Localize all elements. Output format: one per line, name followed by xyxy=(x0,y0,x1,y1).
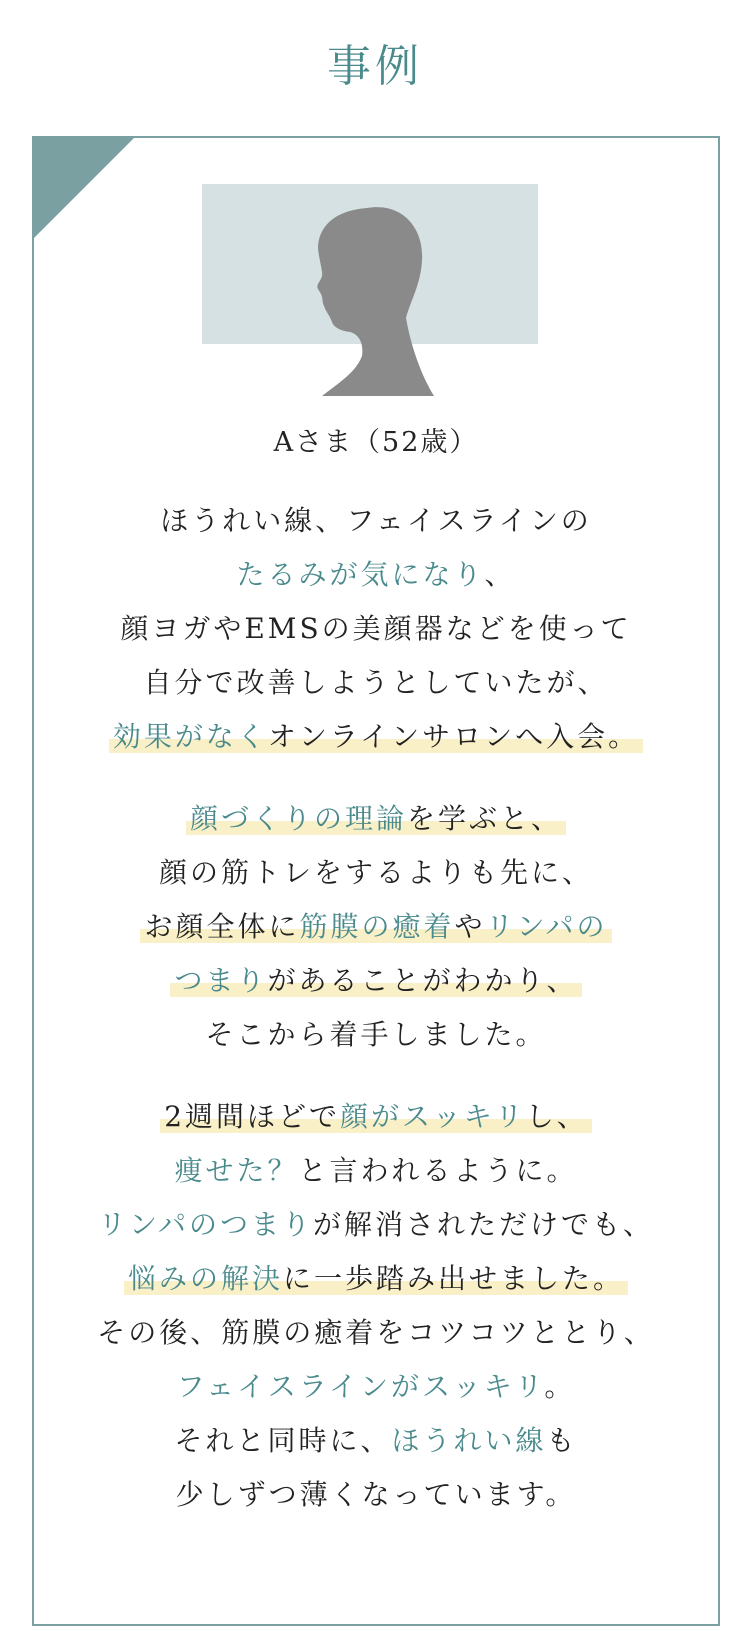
line-text xyxy=(97,1316,654,1349)
text-line xyxy=(34,1198,718,1252)
emphasis-text: リンパの xyxy=(485,910,608,943)
body-text: 少しずつ薄くなっています。 xyxy=(175,1478,577,1511)
emphasis-text: 痩せた？ xyxy=(174,1154,299,1187)
line-text xyxy=(176,1478,577,1511)
highlighted-line xyxy=(140,910,611,943)
highlighted-line xyxy=(170,964,581,997)
emphasis-text: つまり xyxy=(174,964,268,997)
body-text: その後、筋膜の癒着をコツコツととり、 xyxy=(97,1316,655,1349)
line-text xyxy=(120,612,631,645)
text-line xyxy=(34,1090,718,1144)
text-line xyxy=(34,1306,718,1360)
line-text xyxy=(236,558,515,591)
body-text: 顔ヨガやEMSの美顔器などを使って xyxy=(120,612,632,645)
body-text: それと同時に、 xyxy=(174,1424,392,1457)
customer-name: Aさま（52歳） xyxy=(273,427,479,458)
emphasis-text: 顔づくりの理論 xyxy=(189,802,407,835)
line-text xyxy=(174,1154,577,1187)
emphasis-text: リンパのつまり xyxy=(97,1208,314,1241)
body-text: 自分で改善しようとしていたが、 xyxy=(143,666,609,699)
body-text: オンラインサロンへ入会。 xyxy=(267,720,640,753)
text-line xyxy=(34,900,718,954)
corner-decoration xyxy=(32,136,136,240)
case-paragraph-2 xyxy=(34,792,718,1062)
emphasis-text: フェイスラインがスッキリ xyxy=(176,1370,545,1403)
text-line xyxy=(34,710,718,764)
text-line xyxy=(34,954,718,1008)
body-text: 、 xyxy=(484,558,516,591)
text-line xyxy=(34,548,718,602)
highlighted-line xyxy=(160,1100,592,1133)
highlighted-line xyxy=(124,1262,628,1295)
body-text: と言われるように。 xyxy=(298,1154,578,1187)
emphasis-text: 筋膜の癒着 xyxy=(299,910,455,943)
body-text: そこから着手しました。 xyxy=(205,1018,547,1051)
body-text: お顔全体に xyxy=(144,910,300,943)
line-text xyxy=(98,1208,654,1241)
text-line xyxy=(34,656,718,710)
body-text: や xyxy=(454,910,486,943)
case-paragraph-1 xyxy=(34,494,718,764)
body-text: を学ぶと、 xyxy=(407,802,563,835)
body-text: 顔の筋トレをするよりも先に、 xyxy=(158,856,593,889)
text-line xyxy=(34,846,718,900)
emphasis-text: ほうれい線 xyxy=(391,1424,547,1457)
body-text: があることがわかり、 xyxy=(267,964,578,997)
emphasis-text: 効果がなく xyxy=(112,720,268,753)
page-title: 事例 xyxy=(327,41,423,92)
text-line xyxy=(34,1360,718,1414)
profile-image xyxy=(202,184,554,402)
text-line xyxy=(34,1144,718,1198)
body-text: 2週間ほどで xyxy=(164,1100,341,1133)
text-line xyxy=(34,602,718,656)
case-card xyxy=(32,136,720,1626)
line-text xyxy=(159,856,593,889)
case-paragraph-3 xyxy=(34,1090,718,1522)
body-text: に一歩踏み出せました。 xyxy=(283,1262,625,1295)
body-text: ほうれい線、フェイスラインの xyxy=(160,504,592,537)
line-text xyxy=(160,504,591,537)
body-text: 。 xyxy=(544,1370,576,1403)
person-silhouette-icon xyxy=(202,184,554,402)
highlighted-line xyxy=(109,720,643,753)
body-text: が解消されただけでも、 xyxy=(313,1208,655,1241)
body-text: し、 xyxy=(525,1100,588,1133)
highlighted-line xyxy=(186,802,566,835)
text-line xyxy=(34,494,718,548)
line-text xyxy=(205,1018,546,1051)
text-line xyxy=(34,792,718,846)
emphasis-text: たるみが気になり xyxy=(236,558,485,591)
emphasis-text: 悩みの解決 xyxy=(127,1262,283,1295)
line-text xyxy=(143,666,608,699)
line-text xyxy=(174,1424,577,1457)
text-line xyxy=(34,1468,718,1522)
body-text: も xyxy=(546,1424,578,1457)
line-text xyxy=(177,1370,576,1403)
text-line xyxy=(34,1008,718,1062)
emphasis-text: 顔がスッキリ xyxy=(340,1100,526,1133)
text-line xyxy=(34,1252,718,1306)
text-line xyxy=(34,1414,718,1468)
